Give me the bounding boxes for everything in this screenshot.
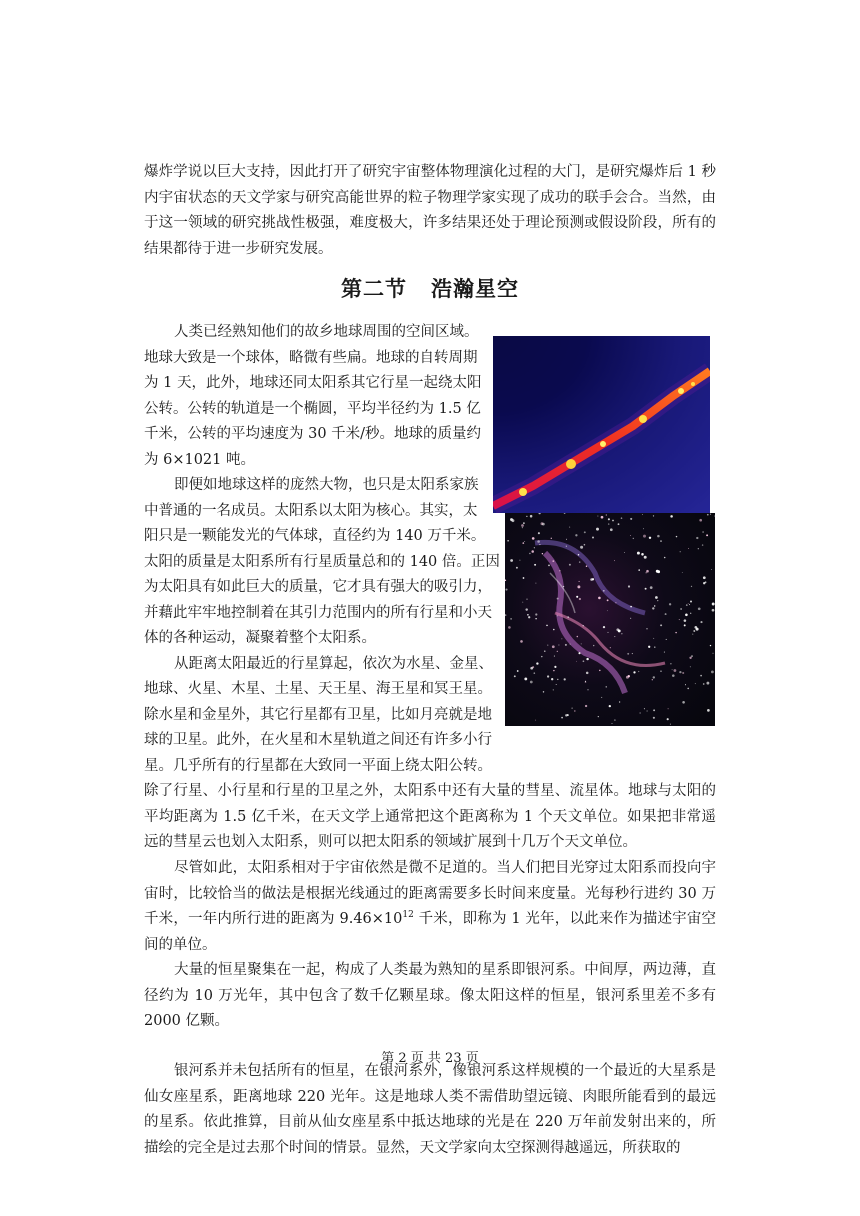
star-dot (510, 618, 512, 620)
star-dot (687, 688, 689, 690)
star-dot (668, 708, 669, 709)
star-dot (690, 666, 691, 667)
star-dot (664, 652, 665, 653)
star-dot (657, 535, 660, 538)
false-color-filament-icon (493, 336, 710, 513)
star-dot (569, 527, 570, 528)
star-dot (543, 691, 544, 692)
star-dot (621, 517, 623, 519)
star-dot (577, 636, 579, 638)
star-dot (648, 646, 650, 648)
star-dot (564, 678, 566, 680)
star-dot (576, 661, 577, 662)
star-dot (524, 677, 527, 680)
star-dot (529, 553, 530, 554)
paragraph-milky-way: 大量的恒星聚集在一起，构成了人类最为熟知的星系即银河系。中间厚，两边薄，直径约为 10 万光年，其中包含了数千亿颗星球。像太阳这样的恒星，银河系里差不多有 2000 亿颗。 (144, 962, 716, 1029)
star-dot (510, 559, 513, 562)
star-dot (679, 619, 680, 620)
star-dot (557, 615, 558, 616)
star-dot (557, 679, 558, 680)
star-dot (581, 643, 582, 644)
star-dot (685, 684, 686, 685)
star-dot (553, 689, 554, 690)
star-dot (541, 656, 542, 657)
star-dot (643, 535, 646, 538)
text-line: 人类已经熟知他们的故乡地球周围的空间区域。 (174, 324, 479, 340)
text-line: 并藉此牢牢地控制着在其引力范围内的所有行星和小天 (144, 604, 492, 621)
star-dot (601, 697, 602, 698)
star-dot (653, 515, 654, 516)
star-dot (630, 606, 632, 608)
paragraph-intro: 爆炸学说以巨大支持，因此打开了研究宇宙整体物理演化过程的大门，是研究爆炸后 1 秒内宇宙状态的天文学家与研究高能世界的粒子物理学家实现了成功的联手会合。当然，由于这一领域的研究挑战性极强，难度极大，许多结果还处于理论预测或假设阶段，所有的结果都待于进一步研究发展。 (144, 164, 716, 257)
star-dot (688, 603, 689, 604)
star-dot (666, 639, 667, 640)
paragraph-light-year (144, 856, 716, 958)
star-dot (505, 580, 506, 582)
figure-nebula-image (505, 513, 715, 726)
star-dot (615, 602, 616, 603)
star-dot (710, 645, 711, 646)
star-dot (521, 524, 524, 527)
star-dot (542, 523, 545, 526)
star-dot (548, 565, 550, 567)
star-dot (655, 596, 658, 599)
star-dot (707, 709, 710, 712)
text-line: 除水星和金星外，其它行星都有卫星，比如月亮就是地 (144, 706, 492, 723)
star-dot (579, 561, 580, 562)
star-dot (523, 577, 525, 579)
star-dot (547, 675, 549, 677)
star-dot (712, 603, 715, 606)
star-dot (660, 624, 662, 626)
star-dot (553, 629, 555, 631)
star-dot (665, 613, 667, 615)
star-dot (534, 564, 536, 566)
star-dot (692, 634, 693, 635)
star-dot (592, 536, 594, 538)
star-dot (700, 675, 702, 677)
star-dot (517, 670, 519, 672)
star-dot (530, 681, 533, 684)
star-dot (523, 522, 525, 524)
star-dot (607, 632, 608, 633)
star-dot (579, 581, 580, 582)
star-dot (698, 607, 701, 610)
star-dot (542, 553, 543, 554)
star-dot (567, 616, 568, 617)
star-dot (630, 618, 631, 619)
star-dot (584, 544, 586, 546)
star-dot (607, 610, 608, 611)
star-dot (526, 599, 527, 600)
star-dot (630, 518, 632, 520)
star-dot (596, 528, 599, 531)
star-dot (680, 608, 682, 610)
star-dot (712, 653, 713, 654)
star-dot (707, 514, 709, 516)
star-dot (682, 672, 684, 674)
star-dot (644, 708, 645, 709)
star-dot (614, 560, 615, 561)
star-dot (653, 638, 654, 639)
star-dot (618, 629, 621, 632)
star-dot (619, 701, 620, 702)
star-dot (531, 550, 534, 553)
star-dot (608, 523, 609, 524)
star-dot (693, 630, 695, 632)
star-dot (630, 535, 631, 536)
star-dot (556, 684, 557, 685)
star-dot (557, 598, 559, 600)
star-dot (535, 720, 536, 721)
star-dot (586, 672, 589, 675)
star-dot (553, 670, 554, 671)
star-dot (535, 618, 536, 619)
star-dot (563, 586, 564, 587)
text-line: 从距离太阳最近的行星算起，依次为水星、金星、 (174, 655, 493, 672)
star-dot (551, 678, 553, 680)
star-dot (638, 671, 639, 672)
star-dot (653, 717, 655, 719)
star-dot (522, 527, 523, 528)
star-dot (562, 639, 563, 640)
star-dot (694, 626, 697, 629)
star-dot (601, 516, 604, 519)
star-dot (598, 716, 599, 717)
star-dot (583, 625, 584, 626)
star-dot (695, 683, 696, 684)
text-line: 太阳的质量是太阳系所有行星质量总和的 140 倍。正因 (144, 553, 500, 570)
star-dot (603, 590, 605, 592)
star-dot (583, 660, 585, 662)
star-dot (653, 709, 655, 711)
star-dot (686, 604, 688, 606)
star-dot (676, 536, 677, 537)
star-dot (646, 628, 647, 629)
star-dot (535, 583, 536, 584)
star-dot (558, 644, 559, 645)
star-dot (685, 614, 688, 617)
star-dot (580, 546, 583, 549)
star-dot (547, 645, 548, 646)
star-dot (638, 569, 640, 571)
star-dot (586, 565, 587, 566)
star-dot (675, 632, 676, 633)
star-dot (637, 552, 640, 555)
star-dot (507, 540, 509, 542)
star-dot (690, 613, 691, 614)
star-dot (641, 553, 644, 556)
star-dot (669, 603, 671, 605)
star-dot (575, 534, 577, 536)
star-dot (579, 598, 581, 600)
star-dot (689, 604, 690, 605)
star-dot (711, 569, 712, 570)
star-dot (522, 602, 523, 603)
text-line: 中普通的一名成员。太阳系以太阳为核心。其实，太 (144, 502, 478, 519)
star-dot (696, 537, 698, 539)
star-dot (603, 626, 605, 628)
star-dot (535, 613, 537, 615)
star-dot (652, 679, 653, 680)
page-number-footer: 第 2 页 共 23 页 (381, 1051, 479, 1066)
star-dot (624, 552, 625, 553)
star-dot (628, 585, 630, 587)
star-dot (712, 609, 715, 612)
star-dot (511, 519, 514, 522)
star-dot (670, 515, 673, 518)
star-dot (599, 670, 601, 672)
star-dot (672, 669, 673, 670)
section-title-text: 浩瀚星空 (431, 276, 519, 301)
star-dot (598, 597, 601, 600)
star-dot (571, 707, 572, 708)
text-run: 尽管如此，太阳系相对于宇宙依然是微不足道的。当人们把目光穿过太阳系而投向宇宙时，比较恰当的做法是根据光线通过的距离需要多长时间来度量。光每秒行进约 30 万千米，一年内所行进的距离为 9.46×10 (144, 860, 716, 927)
star-dot (557, 651, 558, 652)
star-dot (565, 714, 567, 716)
star-dot (654, 605, 655, 606)
star-dot (646, 570, 649, 573)
star-dot (699, 519, 702, 522)
star-dot (660, 671, 661, 672)
star-dot (640, 713, 641, 714)
star-dot (520, 640, 523, 643)
star-dot (710, 514, 711, 515)
star-dot (525, 608, 527, 610)
star-dot (537, 540, 540, 543)
figure-filament-image (493, 336, 710, 513)
star-dot (538, 532, 540, 534)
text-line: 为 1 天，此外，地球还同太阳系其它行星一起绕太阳 (144, 375, 482, 391)
text-line: 公转。公转的轨道是一个椭圆，平均半径约为 1.5 亿 (144, 400, 481, 417)
star-dot (642, 514, 643, 515)
star-dot (700, 621, 702, 623)
star-dot (684, 619, 687, 622)
star-dot (703, 582, 705, 584)
star-dot (577, 585, 580, 588)
star-dot (680, 551, 681, 552)
star-dot (682, 572, 683, 573)
star-dot (522, 542, 524, 544)
star-dot (706, 682, 709, 685)
star-dot (534, 672, 536, 674)
star-dot (664, 557, 666, 559)
star-dot (519, 560, 520, 561)
star-dot (565, 644, 567, 646)
star-dot (706, 534, 708, 536)
star-dot (690, 601, 692, 603)
star-dot (628, 675, 630, 677)
star-dot (552, 560, 554, 562)
star-dot (614, 719, 615, 720)
star-dot (607, 599, 609, 601)
star-dot (578, 554, 580, 556)
star-dot (672, 674, 675, 677)
star-dot (682, 701, 685, 704)
star-dot (614, 636, 615, 637)
text-line: 地球、火星、木星、土星、天王星、海王星和冥王星。 (144, 681, 492, 697)
star-dot (585, 705, 587, 707)
star-dot (654, 646, 655, 647)
star-dot (652, 607, 654, 609)
star-dot (514, 675, 516, 677)
star-dot (574, 710, 576, 712)
star-dot (546, 625, 548, 627)
star-dot (644, 556, 647, 559)
star-dot (505, 614, 506, 616)
star-dot (610, 647, 611, 648)
star-dot (508, 626, 511, 629)
star-dot (587, 689, 588, 690)
star-dot (559, 570, 560, 571)
star-dot (612, 520, 614, 522)
star-dot (578, 652, 580, 654)
star-dot (684, 624, 686, 626)
star-dot (524, 541, 525, 542)
star-dot (653, 676, 655, 678)
text-line: 为 6×1021 吨。 (144, 451, 255, 468)
star-dot (566, 539, 567, 540)
nebula-photo-icon (505, 513, 715, 726)
star-dot (612, 723, 613, 724)
star-dot (649, 537, 651, 539)
star-dot (539, 513, 541, 514)
star-dot (688, 548, 689, 549)
star-dot (585, 681, 586, 682)
star-dot (643, 528, 644, 529)
star-dot (633, 671, 635, 673)
star-dot (584, 531, 586, 533)
star-dot (597, 516, 598, 517)
star-dot (667, 718, 669, 720)
text-line: 体的各种运动，凝聚着整个太阳系。 (144, 630, 376, 646)
star-dot (532, 537, 535, 540)
superscript: 12 (402, 910, 414, 921)
star-dot (593, 645, 594, 646)
star-dot (505, 589, 507, 591)
paragraph-planets-rest: 除了行星、小行星和行星的卫星之外，太阳系中还有大量的彗星、流星体。地球与太阳的平均距离为 1.5 亿千米，在天文学上通常把这个距离称为 1 个天文单位。如果把非常遥远的彗星云也划入太阳系，则可以把太阳系的领域扩展到十几万个天文单位。 (144, 783, 716, 850)
text-run: 千米，即称为 1 光年，以此来作为描述宇宙空间的单位。 (144, 911, 716, 953)
star-dot (526, 516, 527, 517)
star-dot (711, 670, 714, 673)
star-dot (569, 564, 571, 566)
star-dot (691, 586, 692, 587)
star-dot (530, 515, 533, 518)
star-dot (702, 544, 703, 545)
star-dot (679, 671, 681, 673)
star-dot (703, 576, 706, 579)
star-dot (608, 518, 610, 520)
paragraph-andromeda: 银河系并未包括所有的恒星，在银河系外，像银河系这样规模的一个最近的大星系是仙女座星系，距离地球 220 光年。这是地球人类不需借助望远镜、肉眼所能看到的最远的星系。依此推算，目前从仙女座星系中抵达地球的光是在 220 万年前发射出来的，所描绘的完全是过去那个时间的情景。显然，天文学家向太空探测得越遥远，所获取的 (144, 1063, 716, 1156)
star-dot (627, 653, 629, 655)
star-dot (566, 546, 567, 547)
star-dot (632, 653, 633, 654)
star-dot (703, 683, 705, 685)
star-dot (670, 663, 671, 664)
star-dot (609, 705, 611, 707)
star-dot (647, 710, 648, 711)
star-dot (670, 724, 671, 725)
star-dot (689, 657, 691, 659)
star-dot (554, 666, 556, 668)
star-dot (564, 513, 566, 514)
star-dot (673, 669, 676, 672)
star-dot (610, 528, 613, 531)
star-dot (551, 538, 552, 539)
star-dot (698, 548, 699, 549)
star-dot (660, 540, 661, 541)
star-dot (621, 633, 622, 634)
text-line: 千米，公转的平均速度为 30 千米/秒。地球的质量约 (144, 426, 482, 442)
star-dot (606, 686, 607, 687)
text-line: 球的卫星。此外，在火星和木星轨道之间还有许多小行 (144, 732, 492, 748)
section-heading (0, 273, 860, 303)
star-dot (516, 567, 518, 569)
star-dot (536, 662, 538, 664)
star-dot (561, 717, 563, 719)
star-dot (618, 523, 620, 525)
star-dot (544, 651, 545, 652)
text-line: 即便如地球这样的庞然大物，也只是太阳系家族 (174, 477, 479, 493)
star-dot (539, 544, 540, 545)
star-dot (527, 614, 529, 616)
star-dot (646, 572, 647, 573)
star-dot (657, 600, 658, 601)
text-line: 阳只是一颗能发光的气体球，直径约为 140 万千米。 (144, 528, 486, 544)
star-dot (656, 570, 659, 573)
section-number: 第二节 (341, 276, 407, 301)
star-dot (714, 516, 715, 517)
star-dot (691, 655, 693, 657)
star-dot (702, 531, 704, 533)
text-line: 星。几乎所有的行星都在大致同一平面上绕太阳公转。 (144, 757, 492, 774)
star-dot (633, 538, 634, 539)
star-dot (554, 656, 555, 657)
star-dot (592, 578, 594, 580)
star-dot (645, 588, 647, 590)
star-dot (576, 596, 578, 598)
star-dot (586, 658, 588, 660)
star-dot (528, 616, 530, 618)
text-line: 地球大致是一个球体，略微有些扁。地球的自转周期 (144, 349, 478, 366)
star-dot (552, 645, 555, 648)
star-dot (570, 644, 571, 645)
star-dot (606, 514, 607, 515)
star-dot (650, 586, 653, 589)
star-dot (534, 547, 535, 548)
text-line: 为太阳具有如此巨大的质量，它才具有强大的吸引力， (144, 579, 492, 595)
star-dot (532, 666, 534, 668)
